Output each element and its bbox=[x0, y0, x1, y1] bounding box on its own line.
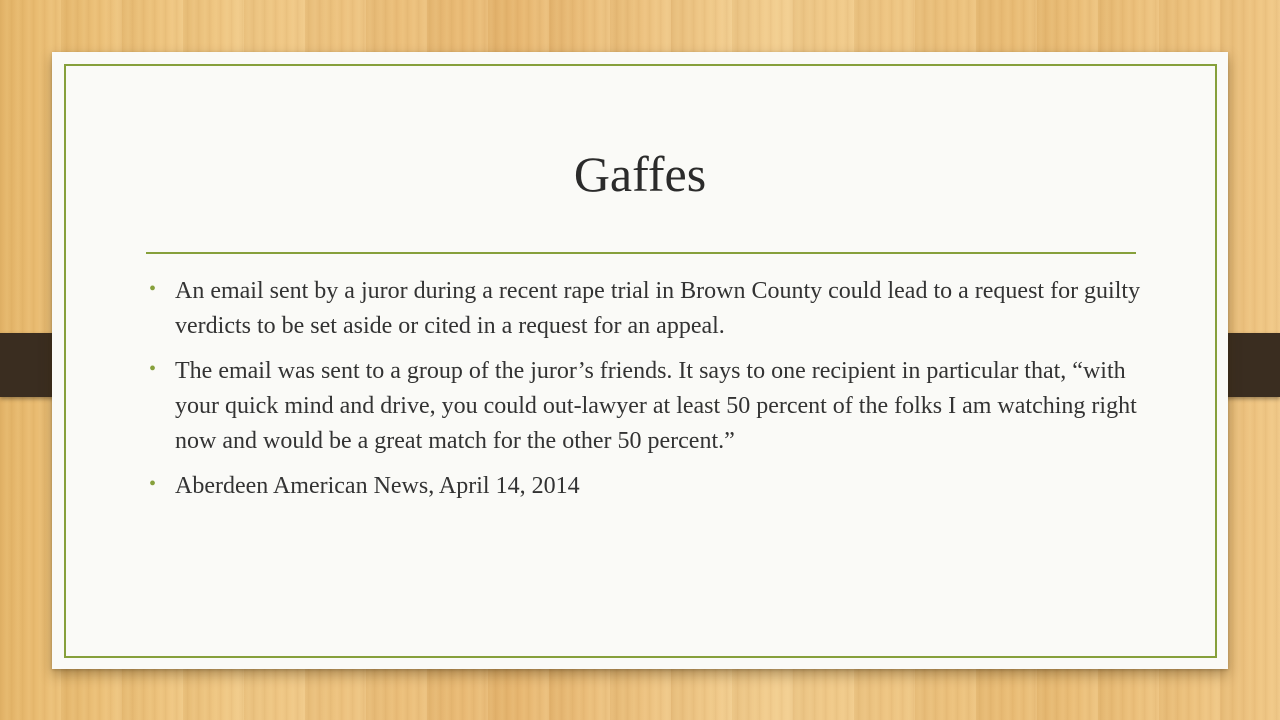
bullet-text: An email sent by a juror during a recent rape trial in Brown County could lead to a request for guilty verdicts to be set aside or cited in a request for an appeal. bbox=[175, 278, 1141, 339]
bullet-item bbox=[147, 469, 1147, 504]
bullet-icon: • bbox=[149, 473, 157, 495]
bullet-icon: • bbox=[149, 358, 157, 380]
bullet-item bbox=[147, 354, 1147, 459]
bullet-list bbox=[147, 274, 1147, 514]
bullet-item bbox=[147, 274, 1147, 344]
slide-paper bbox=[52, 52, 1228, 669]
bullet-text: The email was sent to a group of the juror’s friends. It says to one recipient in particular that, “with your quick mind and drive, you could out-lawyer at least 50 percent of the folks I am watching right now and would be a great match for the other 50 percent.” bbox=[175, 358, 1137, 454]
slide-title: Gaffes bbox=[573, 146, 707, 202]
bullet-text: Aberdeen American News, April 14, 2014 bbox=[175, 473, 580, 499]
bullet-icon: • bbox=[149, 278, 157, 300]
title-divider bbox=[146, 252, 1136, 254]
